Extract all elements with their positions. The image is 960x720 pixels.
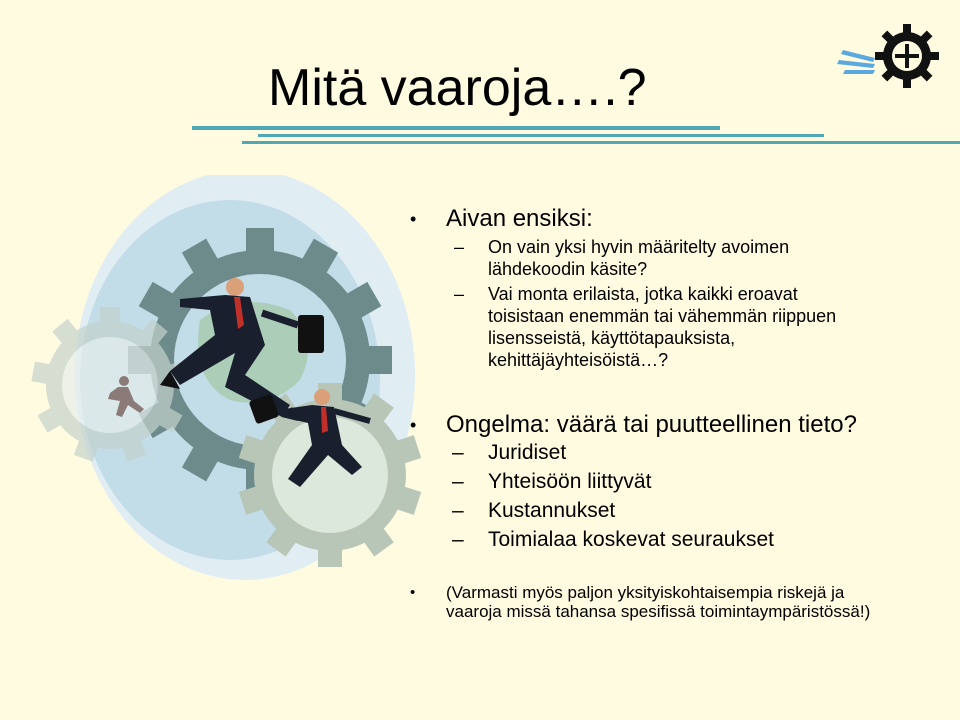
note-line: (Varmasti myös paljon yksityiskohtaisempia riskejä ja <box>446 583 845 602</box>
sub-bullet-line: On vain yksi hyvin määritelty avoimen <box>488 237 790 257</box>
sub-bullet-item <box>452 498 616 524</box>
dash-icon: – <box>452 499 464 522</box>
sub-bullet-item <box>452 440 567 466</box>
slide-title: Mitä vaaroja….? <box>268 59 647 117</box>
sub-bullet-line: lähdekoodin käsite? <box>488 259 648 279</box>
sub-bullet-item <box>452 527 774 553</box>
dash-icon: – <box>452 470 464 493</box>
title-rule <box>258 134 824 137</box>
bullet-item <box>410 583 871 621</box>
note-line: vaaroja missä tahansa spesifissä toimintaympäristössä!) <box>446 602 871 621</box>
bullet-icon: • <box>410 415 417 435</box>
bullet-text: Aivan ensiksi: <box>446 205 593 232</box>
sub-bullet-text: Yhteisöön liittyvät <box>488 470 652 493</box>
sub-bullet-line: Vai monta erilaista, jotka kaikki eroavat <box>488 284 798 304</box>
sub-bullet-text: Kustannukset <box>488 499 616 522</box>
bullet-icon: • <box>410 209 417 229</box>
dash-icon: – <box>454 284 465 304</box>
sub-bullet-text: Juridiset <box>488 441 567 464</box>
dash-icon: – <box>452 528 464 551</box>
sub-bullet-item <box>454 283 837 371</box>
sub-bullet-line: kehittäjäyhteisöistä…? <box>488 350 669 370</box>
bullet-item <box>410 411 857 439</box>
running-businessmen-illustration <box>30 175 450 585</box>
sub-bullet-item <box>452 469 652 495</box>
university-logo-icon <box>835 22 945 92</box>
sub-bullet-item <box>454 236 790 280</box>
bullet-item <box>410 205 593 233</box>
sub-bullet-line: lisensseistä, käyttötapauksista, <box>488 328 736 348</box>
dash-icon: – <box>452 441 464 464</box>
dash-icon: – <box>454 237 465 257</box>
bullet-icon: • <box>410 584 416 601</box>
title-rule <box>192 126 720 130</box>
sub-bullet-text: Toimialaa koskevat seuraukset <box>488 528 774 551</box>
title-rule <box>242 141 960 144</box>
bullet-text: Ongelma: väärä tai puutteellinen tieto? <box>446 411 857 438</box>
sub-bullet-line: toisistaan enemmän tai vähemmän riippuen <box>488 306 837 326</box>
